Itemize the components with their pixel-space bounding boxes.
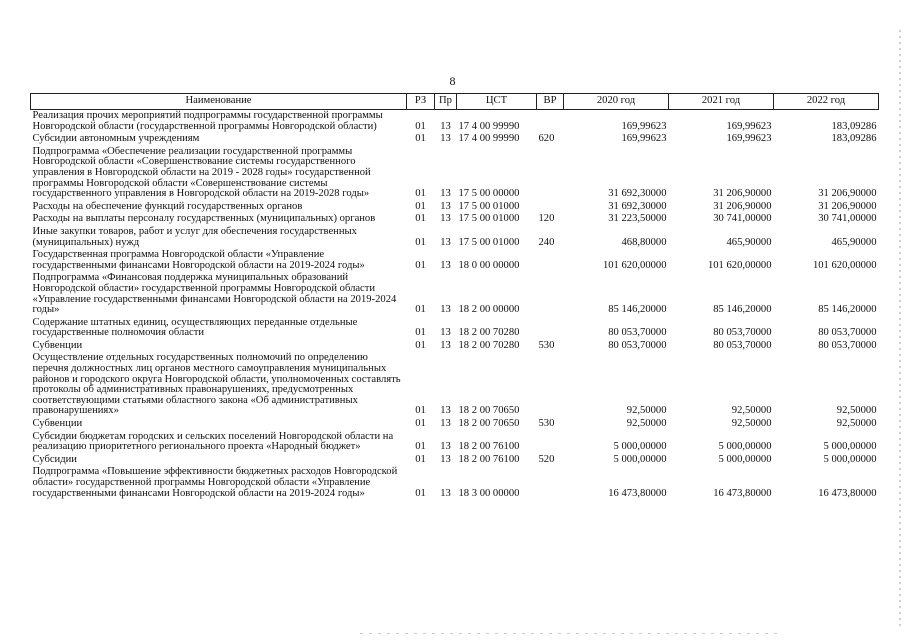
row-name: Субсидии бюджетам городских и сельских поселений Новгородской области на реализацию приоритетного регионального проекта «Народный бюджет» <box>32 430 394 453</box>
row-pr: 13 <box>440 327 451 339</box>
row-2022: 92,50000 <box>836 405 877 417</box>
row-2021: 101 620,00000 <box>707 259 772 271</box>
row-rz: 01 <box>415 327 426 339</box>
row-rz: 01 <box>415 304 426 316</box>
row-cst: 18 2 00 70650 <box>458 418 520 430</box>
row-2021: 92,50000 <box>731 405 772 417</box>
row-2022: 30 741,00000 <box>818 213 877 225</box>
row-2022: 183,09286 <box>831 120 877 132</box>
row-cst: 18 2 00 70280 <box>458 339 520 351</box>
row-2020: 169,99623 <box>621 120 667 132</box>
row-rz: 01 <box>415 418 426 430</box>
row-2020: 5 000,00000 <box>613 441 667 453</box>
row-cst: 18 2 00 70280 <box>458 327 520 339</box>
row-rz: 01 <box>415 405 426 417</box>
row-name: Реализация прочих мероприятий подпрограммы государственной программы Новгородской области (государственной программы Новгородской области) <box>32 110 383 132</box>
table-row <box>31 272 879 316</box>
row-2022: 16 473,80000 <box>818 487 877 499</box>
row-2021: 169,99623 <box>726 133 772 145</box>
table-row <box>31 146 879 201</box>
header-name: Наименование <box>31 94 407 110</box>
row-2020: 31 692,30000 <box>608 188 667 200</box>
row-name: Подпрограмма «Повышение эффективности бюджетных расходов Новгородской области» государственной программы Новгородской области «Управление государственными финансами Новгородской области на 2019-2024 годы» <box>32 466 398 499</box>
row-2021: 80 053,70000 <box>713 339 772 351</box>
row-2022: 183,09286 <box>831 133 877 145</box>
row-pr: 13 <box>440 213 451 225</box>
row-2021: 80 053,70000 <box>713 327 772 339</box>
row-pr: 13 <box>440 418 451 430</box>
row-2022: 80 053,70000 <box>818 339 877 351</box>
table-row <box>31 213 879 226</box>
row-cst: 18 2 00 70650 <box>458 405 520 417</box>
row-name: Содержание штатных единиц, осуществляющих переданные отдельные государственные полномочия области <box>32 316 358 339</box>
table-row <box>31 110 879 134</box>
row-2022: 80 053,70000 <box>818 327 877 339</box>
budget-table <box>30 93 879 500</box>
row-2021: 465,90000 <box>726 236 772 248</box>
row-vr <box>537 352 564 418</box>
row-2022: 465,90000 <box>831 236 877 248</box>
row-2021: 31 206,90000 <box>713 188 772 200</box>
table-row <box>31 454 879 467</box>
row-2021: 169,99623 <box>726 120 772 132</box>
scan-edge-artifact <box>899 30 901 630</box>
row-2022: 31 206,90000 <box>818 188 877 200</box>
row-name: Расходы на выплаты персоналу государственных (муниципальных) органов <box>32 213 376 225</box>
row-2020: 5 000,00000 <box>613 453 667 465</box>
row-cst: 18 2 00 76100 <box>458 441 520 453</box>
row-2021: 5 000,00000 <box>718 453 772 465</box>
table-row <box>31 133 879 146</box>
row-pr: 13 <box>440 304 451 316</box>
row-rz: 01 <box>415 120 426 132</box>
row-pr: 13 <box>440 441 451 453</box>
row-2021: 31 206,90000 <box>713 200 772 212</box>
table-row <box>31 226 879 249</box>
row-name: Иные закупки товаров, работ и услуг для обеспечения государственных (муниципальных) нужд <box>32 225 357 248</box>
row-2020: 92,50000 <box>626 418 667 430</box>
row-vr <box>537 110 564 134</box>
row-2022: 5 000,00000 <box>823 441 877 453</box>
row-cst: 17 4 00 99990 <box>458 133 520 145</box>
header-vr: ВР <box>537 94 564 110</box>
row-name: Осуществление отдельных государственных полномочий по определению перечня должностных лиц органов местного самоуправления муниципальных районов и городского округа Новгородской области, уполномоченных составлять протоколы об административных правонарушениях, предусмотренных соответствующими статьями областного закона «Об административных правонарушениях» <box>32 352 401 417</box>
row-pr: 13 <box>440 120 451 132</box>
page-number: 8 <box>449 74 456 88</box>
row-2021: 85 146,20000 <box>713 304 772 316</box>
row-2020: 16 473,80000 <box>608 487 667 499</box>
row-pr: 13 <box>440 236 451 248</box>
table-row <box>31 201 879 214</box>
row-2020: 80 053,70000 <box>608 339 667 351</box>
row-name: Государственная программа Новгородской области «Управление государственными финансами Новгородской области на 2019-2024 годы» <box>32 249 365 271</box>
row-rz: 01 <box>415 453 426 465</box>
row-rz: 01 <box>415 200 426 212</box>
row-pr: 13 <box>440 200 451 212</box>
table-row <box>31 466 879 500</box>
row-rz: 01 <box>415 236 426 248</box>
header-2020: 2020 год <box>564 94 669 110</box>
row-vr: 520 <box>538 453 555 465</box>
row-vr <box>537 466 564 500</box>
table-header-row <box>31 94 879 110</box>
row-rz: 01 <box>415 339 426 351</box>
row-vr <box>537 146 564 201</box>
row-vr <box>537 201 564 214</box>
row-cst: 17 5 00 01000 <box>458 200 520 212</box>
table-row <box>31 352 879 418</box>
row-pr: 13 <box>440 188 451 200</box>
row-vr: 240 <box>538 236 555 248</box>
row-name: Субсидии <box>32 453 77 465</box>
row-pr: 13 <box>440 133 451 145</box>
row-2020: 169,99623 <box>621 133 667 145</box>
row-name: Расходы на обеспечение функций государственных органов <box>32 200 303 212</box>
row-pr: 13 <box>440 453 451 465</box>
row-name: Субвенции <box>32 418 83 430</box>
row-2022: 101 620,00000 <box>812 259 877 271</box>
row-2022: 5 000,00000 <box>823 453 877 465</box>
row-vr <box>537 431 564 454</box>
row-vr <box>537 249 564 272</box>
row-name: Субвенции <box>32 339 83 351</box>
scan-bottom-artifact <box>360 633 780 634</box>
row-cst: 17 5 00 00000 <box>458 188 520 200</box>
row-cst: 18 2 00 76100 <box>458 453 520 465</box>
header-2021: 2021 год <box>669 94 774 110</box>
table-row <box>31 317 879 340</box>
table-row <box>31 340 879 353</box>
row-vr <box>537 272 564 316</box>
table-row <box>31 249 879 272</box>
row-2021: 16 473,80000 <box>713 487 772 499</box>
row-2021: 92,50000 <box>731 418 772 430</box>
row-2020: 92,50000 <box>626 405 667 417</box>
row-2021: 30 741,00000 <box>713 213 772 225</box>
row-vr: 120 <box>538 213 555 225</box>
row-2022: 31 206,90000 <box>818 200 877 212</box>
row-2020: 31 692,30000 <box>608 200 667 212</box>
header-cst: ЦСТ <box>457 94 537 110</box>
row-2022: 92,50000 <box>836 418 877 430</box>
row-cst: 17 4 00 99990 <box>458 120 520 132</box>
header-pr: Пр <box>435 94 457 110</box>
row-cst: 17 5 00 01000 <box>458 236 520 248</box>
row-2020: 101 620,00000 <box>602 259 667 271</box>
table-row <box>31 431 879 454</box>
row-cst: 18 3 00 00000 <box>458 487 520 499</box>
table-row <box>31 418 879 431</box>
row-pr: 13 <box>440 405 451 417</box>
header-2022: 2022 год <box>774 94 879 110</box>
row-2020: 80 053,70000 <box>608 327 667 339</box>
row-rz: 01 <box>415 487 426 499</box>
row-vr: 530 <box>538 339 555 351</box>
row-2021: 5 000,00000 <box>718 441 772 453</box>
row-2022: 85 146,20000 <box>818 304 877 316</box>
row-2020: 468,80000 <box>621 236 667 248</box>
row-2020: 31 223,50000 <box>608 213 667 225</box>
header-rz: РЗ <box>407 94 435 110</box>
row-pr: 13 <box>440 259 451 271</box>
row-vr <box>537 317 564 340</box>
row-name: Подпрограмма «Обеспечение реализации государственной программы Новгородской области «Совершенствование системы государственного управления в Новгородской области на 2019 - 2028 годы» государственной программы Новгородской области «Совершенствование системы государственного управления в Новгородской области на 2019-2028 годы» <box>32 145 371 200</box>
row-rz: 01 <box>415 441 426 453</box>
row-pr: 13 <box>440 487 451 499</box>
row-2020: 85 146,20000 <box>608 304 667 316</box>
row-rz: 01 <box>415 133 426 145</box>
row-cst: 18 2 00 00000 <box>458 304 520 316</box>
row-pr: 13 <box>440 339 451 351</box>
row-rz: 01 <box>415 259 426 271</box>
row-vr: 530 <box>538 418 555 430</box>
row-vr: 620 <box>538 133 555 145</box>
row-cst: 18 0 00 00000 <box>458 259 520 271</box>
row-rz: 01 <box>415 213 426 225</box>
row-rz: 01 <box>415 188 426 200</box>
row-name: Субсидии автономным учреждениям <box>32 133 200 145</box>
row-name: Подпрограмма «Финансовая поддержка муниципальных образований Новгородской области» государственной программы Новгородской области «Управление государственными финансами Новгородской области на 2019-2024 годы» <box>32 272 397 316</box>
row-cst: 17 5 00 01000 <box>458 213 520 225</box>
